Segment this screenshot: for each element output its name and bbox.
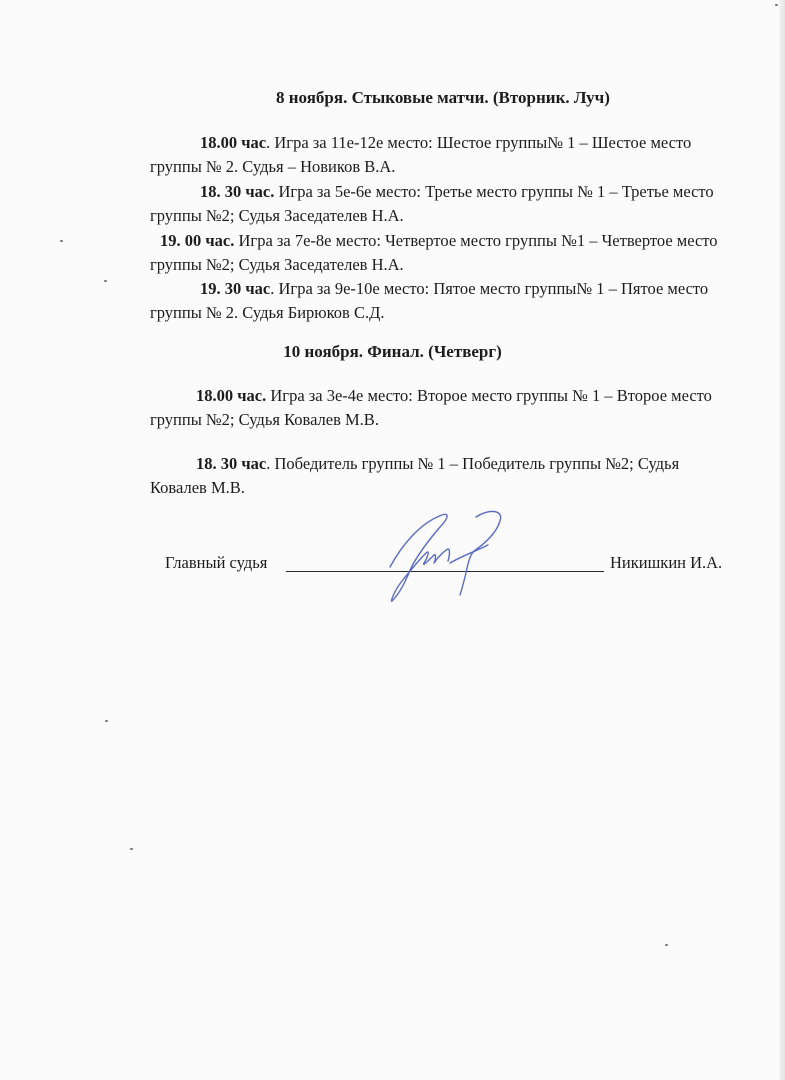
scan-speck: [60, 240, 63, 242]
page-edge-shadow: [779, 0, 785, 1080]
entry-time: 19. 00 час.: [160, 231, 235, 250]
entry-text: . Победитель группы № 1 – Победитель группы №2; Судья Ковалев М.В.: [150, 454, 680, 497]
schedule-entry: [150, 277, 742, 325]
scan-speck: [104, 280, 107, 282]
schedule-entry: [150, 384, 730, 432]
section-heading-playoffs: 8 ноября. Стыковые матчи. (Вторник. Луч): [276, 88, 610, 107]
entry-time: 18.00 час: [200, 133, 267, 152]
entry-text: Игра за 7е-8е место: Четвертое место группы №1 – Четвертое место группы №2; Судья Заседателев Н.А.: [150, 231, 718, 274]
scan-speck: [130, 848, 133, 850]
section-heading-final: 10 ноября. Финал. (Четверг): [283, 342, 502, 361]
entry-text: . Игра за 9е-10е место: Пятое место группы№ 1 – Пятое место группы № 2. Судья Бирюков С.Д.: [150, 279, 709, 322]
entry-text: . Игра за 11е-12е место: Шестое группы№ 1 – Шестое место группы № 2. Судья – Новиков В.А.: [150, 133, 692, 176]
scan-speck: [775, 4, 778, 6]
entry-text: Игра за 3е-4е место: Второе место группы № 1 – Второе место группы №2; Судья Ковалев М.В.: [150, 386, 712, 429]
scan-speck: [105, 720, 108, 722]
schedule-entry: [150, 180, 742, 228]
handwritten-signature: [380, 505, 515, 605]
signature-label: Главный судья: [165, 553, 268, 572]
scan-speck: [665, 944, 668, 946]
entry-text: Игра за 5е-6е место: Третье место группы № 1 – Третье место группы №2; Судья Заседателев Н.А.: [150, 182, 714, 225]
schedule-entry: [150, 131, 742, 179]
entry-time: 19. 30 час: [200, 279, 271, 298]
entry-time: 18. 30 час.: [200, 182, 275, 201]
entry-time: 18.00 час.: [196, 386, 267, 405]
signatory-name: Никишкин И.А.: [610, 553, 723, 572]
schedule-entry: [150, 229, 742, 277]
schedule-entry: [150, 452, 730, 500]
entry-time: 18. 30 час: [196, 454, 267, 473]
